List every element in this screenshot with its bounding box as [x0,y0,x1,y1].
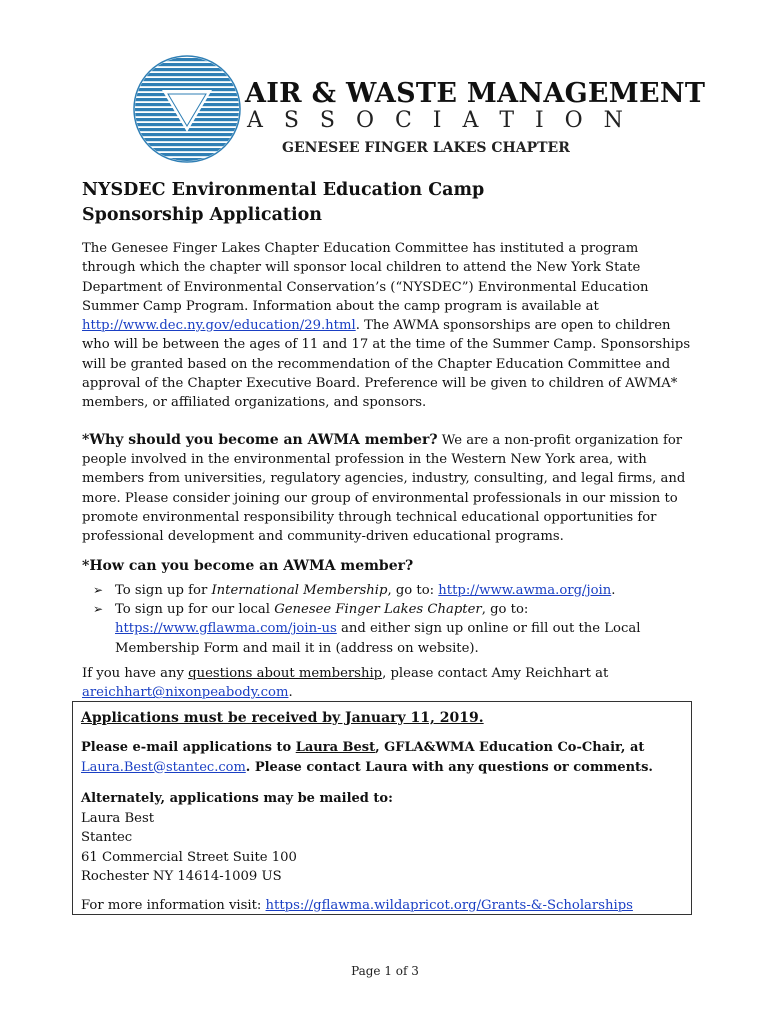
org-subtitle-letter: O [355,108,374,133]
dec-camp-link[interactable]: http://www.dec.ny.gov/education/29.html [82,318,356,334]
laura-email-link[interactable]: Laura.Best@stantec.com [81,759,246,775]
org-subtitle-letter: A [247,108,263,133]
org-subtitle-letter: I [534,108,544,133]
org-subtitle-letter: A [462,108,479,133]
arrow-bullet-icon: ➢ [93,582,104,597]
page-number: Page 1 of 3 [351,964,419,978]
arrow-bullet-icon: ➢ [93,602,104,617]
org-subtitle-letter: C [394,108,412,133]
org-subtitle [247,108,623,133]
org-subtitle-letter: N [603,108,623,133]
awma-logo-icon [132,54,242,164]
more-info: For more information visit: https://gflawma.wildapricot.org/Grants-&-Scholarships [81,897,633,913]
amy-email-link[interactable]: areichhart@nixonpeabody.com [82,685,289,701]
org-subtitle-letter: T [499,108,514,133]
chapter-name: GENESEE FINGER LAKES CHAPTER [282,140,570,156]
why-heading: *Why should you become an AWMA member? [82,431,438,448]
awma-join-link[interactable]: http://www.awma.org/join [438,582,612,598]
contact-paragraph: If you have any questions about membership, please contact Amy Reichhart at areichhart@nixonpeabody.com. [82,665,609,701]
list-item: ➢ To sign up for our local Genesee Finger Lakes Chapter, go to: https://www.gflawma.com/join-us and either sign up online or fill out the Local Membership Form and mail it in (address on website). [93,602,641,656]
org-subtitle-letter: S [319,108,335,133]
application-info-box [72,701,692,915]
scholarships-link[interactable]: https://gflawma.wildapricot.org/Grants-&-Scholarships [265,897,633,913]
membership-list [82,581,694,658]
why-paragraph: *Why should you become an AWMA member? We are a non-profit organization for people involved in the environmental profession in the Western New York area, with members from universities, regulatory agencies, industry, consulting, and legal firms, and more. Please consider joining our group of environmental professionals in our mission to promote environmental responsibility through technical educational opportunities for professional development and community-driven educational programs. [82,431,686,545]
how-heading: *How can you become an AWMA member? [82,558,414,575]
list-item: ➢ To sign up for International Membership, go to: http://www.awma.org/join. [82,581,694,600]
org-subtitle-letter: O [564,108,583,133]
gflawma-join-link[interactable]: https://www.gflawma.com/join-us [115,621,337,637]
document-body [82,178,694,721]
org-subtitle-letter: S [283,108,299,133]
mail-heading: Alternately, applications may be mailed to: [81,791,393,806]
page-title: NYSDEC Environmental Education Camp Sponsorship Application [82,180,485,225]
org-name: AIR & WASTE MANAGEMENT [245,78,706,109]
email-instructions: Please e-mail applications to Laura Best, GFLA&WMA Education Co-Chair, at Laura.Best@stantec.com. Please contact Laura with any questions or comments. [81,740,653,775]
org-subtitle-letter: I [432,108,442,133]
deadline-text: Applications must be received by January 11, 2019. [81,710,484,726]
intro-paragraph: The Genesee Finger Lakes Chapter Education Committee has instituted a program through which the chapter will sponsor local children to attend the New York State Department of Environmental Conservation’s (“NYSDEC”) Environmental Education Summer Camp Program. Information about the camp program is available at http://www.dec.ny.gov/education/29.html. The AWMA sponsorships are open to children who will be between the ages of 11 and 17 at the time of the Summer Camp. Sponsorships will be granted based on the recommendation of the Chapter Education Committee and approval of the Chapter Executive Board. Preference will be given to children of AWMA* members, or affiliated organizations, and sponsors. [82,241,691,411]
mailing-address: Laura Best Stantec 61 Commercial Street Suite 100 Rochester NY 14614-1009 US [81,810,297,884]
